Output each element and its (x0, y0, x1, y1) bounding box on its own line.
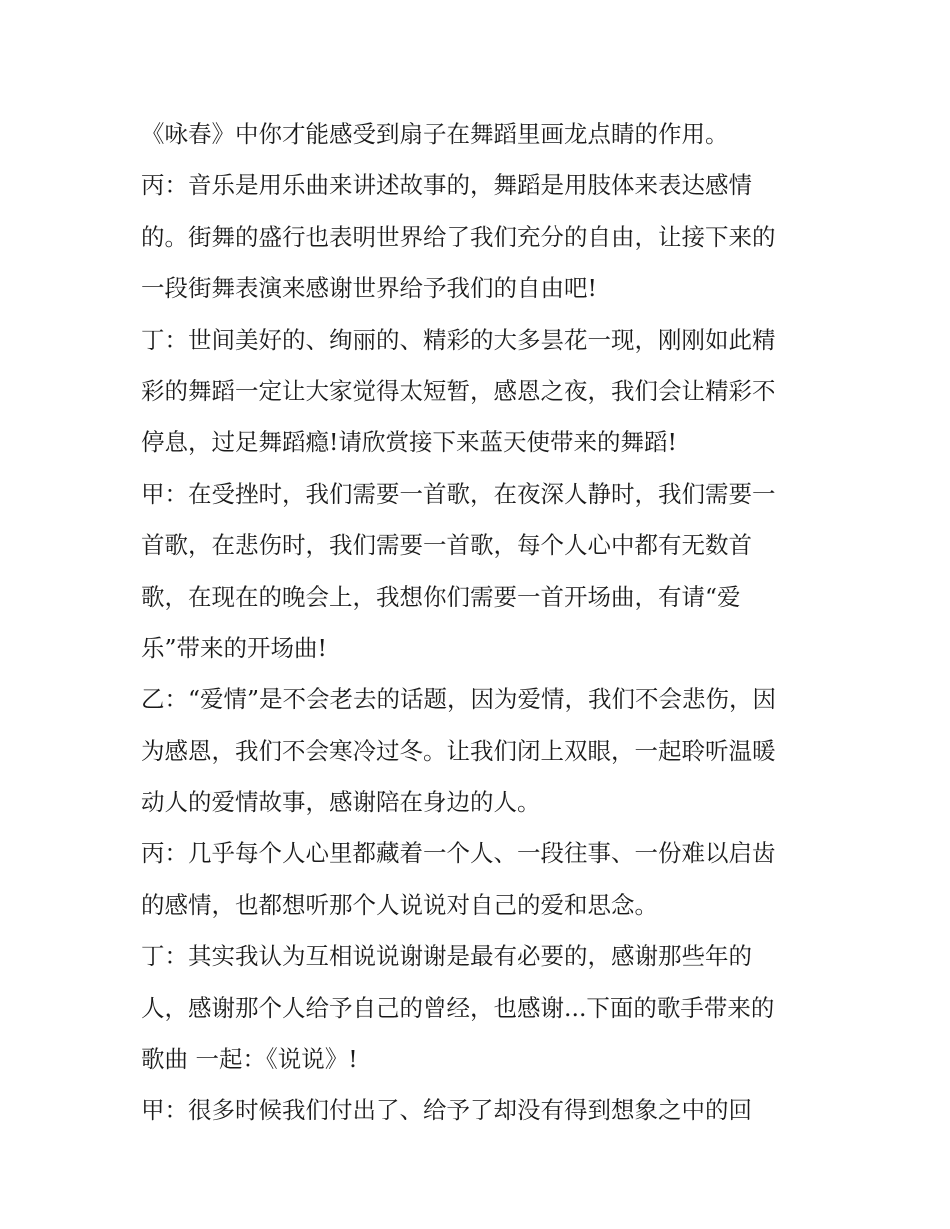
text-line-11: 乐”带来的开场曲! (141, 633, 327, 662)
text-line-8: 甲：在受挫时，我们需要一首歌，在夜深人静时，我们需要一 (141, 479, 776, 508)
document-body (141, 109, 821, 1137)
text-line-12: 乙：“爱情”是不会老去的话题，因为爱情，我们不会悲伤，因 (141, 685, 777, 714)
text-line-14: 动人的爱情故事，感谢陪在身边的人。 (141, 788, 541, 817)
text-line-13: 为感恩，我们不会寒冷过冬。让我们闭上双眼，一起聆听温暖 (141, 736, 776, 765)
text-line-19: 歌曲 一起：《说说》! (141, 1045, 358, 1074)
text-line-16: 的感情，也都想听那个人说说对自己的爱和思念。 (141, 890, 658, 919)
text-line-10: 歌，在现在的晚会上，我想你们需要一首开场曲，有请“爱 (141, 582, 741, 611)
text-line-4: 一段街舞表演来感谢世界给予我们的自由吧! (141, 274, 597, 303)
text-line-18: 人，感谢那个人给予自己的曾经，也感谢...下面的歌手带来的 (141, 993, 775, 1022)
text-line-1: 《咏春》中你才能感受到扇子在舞蹈里画龙点睛的作用。 (141, 120, 729, 148)
text-line-17: 丁：其实我认为互相说说谢谢是最有必要的，感谢那些年的 (141, 942, 752, 971)
text-line-2: 丙：音乐是用乐曲来讲述故事的，舞蹈是用肢体来表达感情 (141, 171, 752, 200)
text-line-3: 的。街舞的盛行也表明世界给了我们充分的自由，让接下来的 (141, 222, 776, 251)
text-line-20: 甲：很多时候我们付出了、给予了却没有得到想象之中的回 (141, 1096, 752, 1125)
text-line-15: 丙：几乎每个人心里都藏着一个人、一段往事、一份难以启齿 (141, 839, 776, 868)
text-line-6: 彩的舞蹈一定让大家觉得太短暂，感恩之夜，我们会让精彩不 (141, 376, 776, 405)
text-line-9: 首歌，在悲伤时，我们需要一首歌，每个人心中都有无数首 (141, 531, 752, 560)
text-line-7: 停息，过足舞蹈瘾!请欣赏接下来蓝天使带来的舞蹈! (141, 428, 677, 457)
text-line-5: 丁：世间美好的、绚丽的、精彩的大多昙花一现，刚刚如此精 (141, 325, 776, 354)
